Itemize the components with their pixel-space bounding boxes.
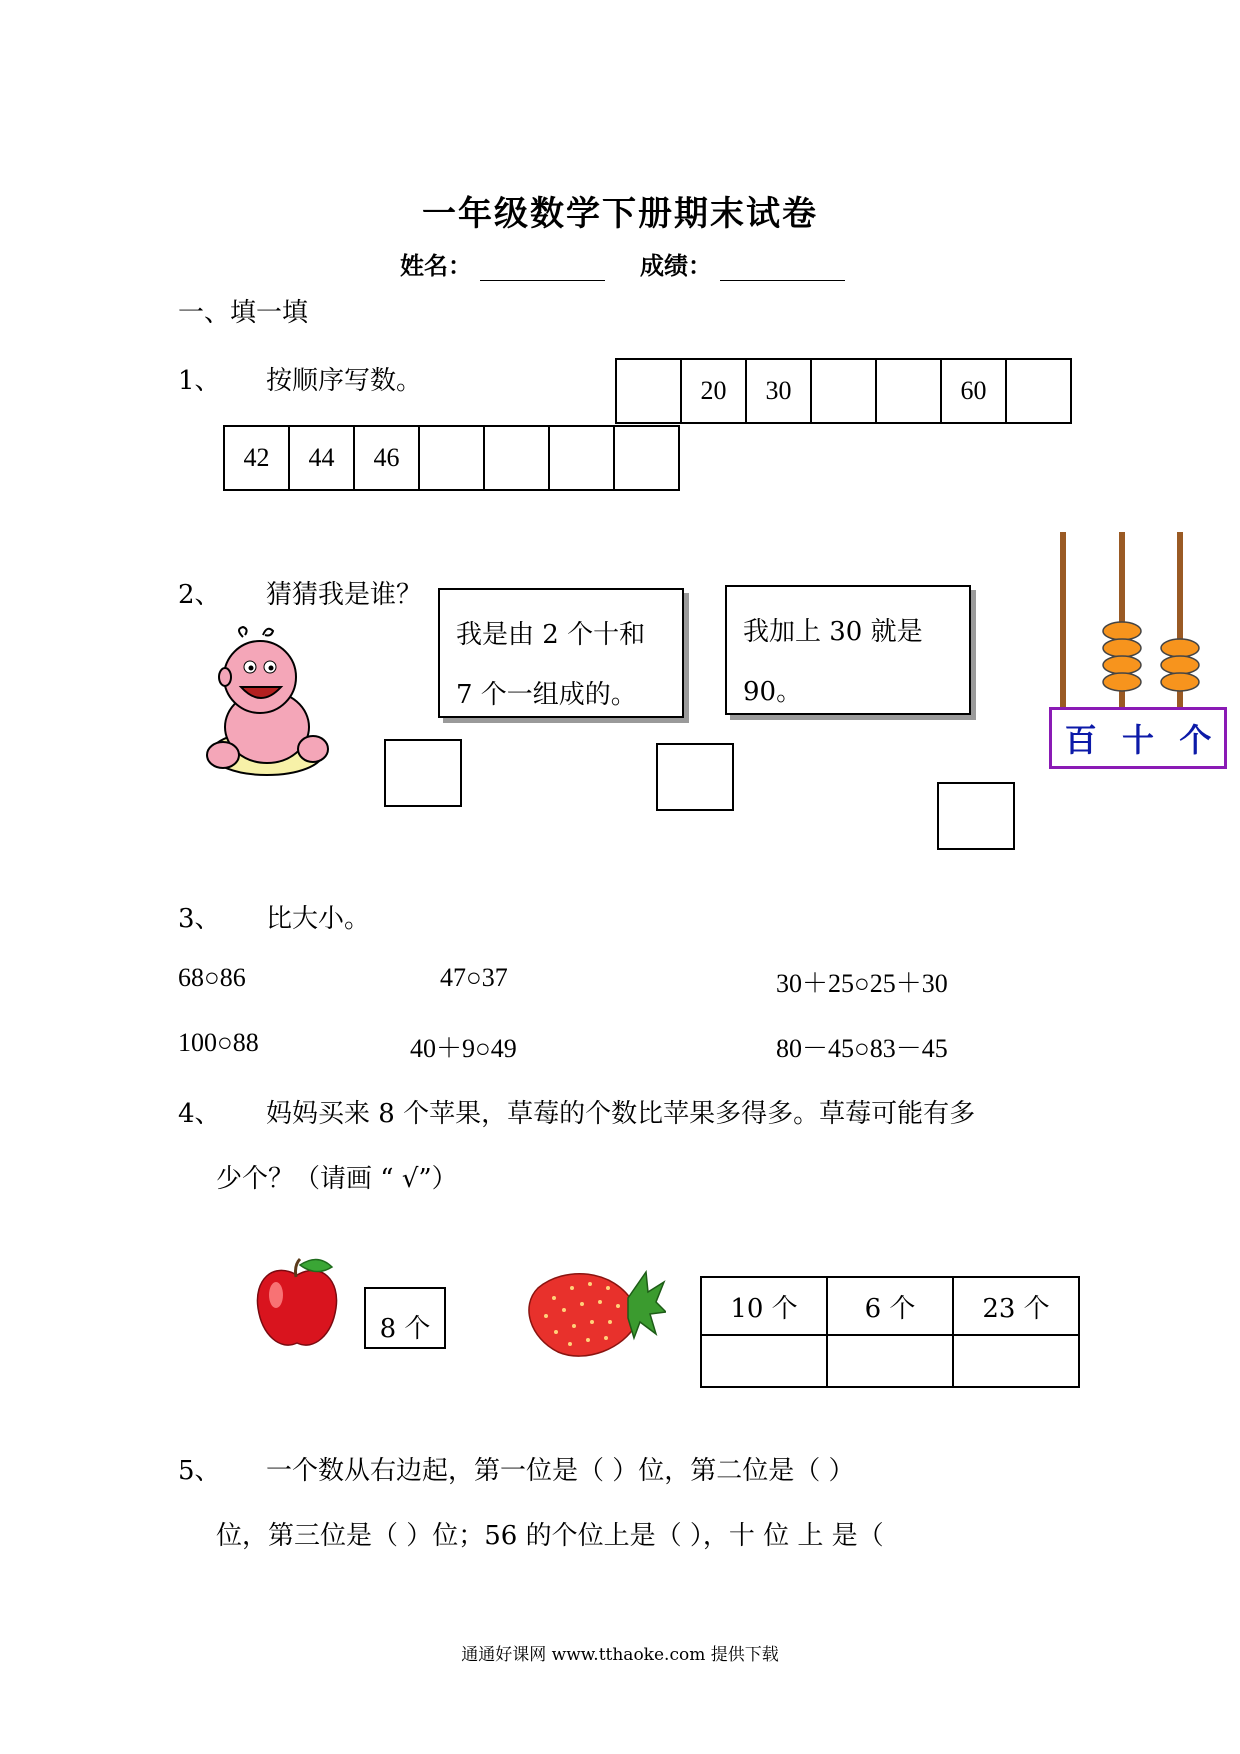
footer-text: 通通好课网 www.tthaoke.com 提供下载: [461, 1645, 779, 1665]
option-label: 10 个: [701, 1277, 827, 1335]
compare-item[interactable]: 40＋9○49: [410, 1034, 517, 1063]
answer-box-2[interactable]: [656, 743, 734, 811]
sequence-grid-2: [223, 425, 680, 491]
checkmark-cell[interactable]: [701, 1335, 827, 1387]
answer-box-1[interactable]: [384, 739, 462, 807]
page-title: 一年级数学下册期末试卷: [422, 194, 818, 234]
option-label: 6 个: [827, 1277, 953, 1335]
name-blank[interactable]: [480, 256, 605, 281]
strawberry-options-table: [700, 1276, 1080, 1388]
apple-count-box: 8 个: [364, 1287, 446, 1349]
compare-item[interactable]: 47○37: [440, 963, 508, 992]
section-heading: 一、填一填: [178, 298, 309, 328]
option-label: 23 个: [953, 1277, 1079, 1335]
q5-number: 5、: [178, 1456, 221, 1486]
riddle-card-1: [438, 588, 684, 718]
q5-line1: 一个数从右边起，第一位是（ ）位，第二位是（ ）: [266, 1456, 855, 1486]
q1-prompt: 按顺序写数。: [266, 366, 423, 396]
baby-cartoon-icon: [205, 625, 330, 780]
seq2-cell[interactable]: [549, 426, 614, 490]
seq1-cell[interactable]: [876, 359, 941, 423]
seq2-cell[interactable]: [419, 426, 484, 490]
q1-number: 1、: [178, 366, 221, 396]
riddle-card-2: [725, 585, 971, 715]
score-field[interactable]: [640, 246, 845, 281]
seq2-cell[interactable]: [614, 426, 679, 490]
seq2-cell: 44: [289, 426, 354, 490]
seq1-cell[interactable]: [616, 359, 681, 423]
q2-number: 2、: [178, 580, 221, 610]
answer-box-3[interactable]: [937, 782, 1015, 850]
q3-number: 3、: [178, 904, 221, 934]
q4-line1: 妈妈买来 8 个苹果，草莓的个数比苹果多得多。草莓可能有多: [266, 1099, 976, 1129]
abacus-icon: [1040, 528, 1230, 710]
q5-line2: 位，第三位是（ ）位；56 的个位上是（ ），十 位 上 是（: [216, 1521, 884, 1551]
tens-label: 十: [1121, 721, 1154, 759]
compare-item[interactable]: 68○86: [178, 963, 246, 992]
name-label: 姓名：: [400, 251, 472, 280]
checkmark-cell[interactable]: [827, 1335, 953, 1387]
abacus-place-labels: [1049, 707, 1227, 769]
seq2-cell: 42: [224, 426, 289, 490]
compare-item[interactable]: 30＋25○25＋30: [776, 969, 948, 998]
strawberry-icon: [524, 1258, 666, 1362]
seq1-cell[interactable]: [811, 359, 876, 423]
q2-prompt: 猜猜我是谁？: [266, 580, 423, 610]
compare-item[interactable]: 100○88: [178, 1028, 259, 1057]
score-blank[interactable]: [720, 256, 845, 281]
seq2-cell: 46: [354, 426, 419, 490]
q4-number: 4、: [178, 1099, 221, 1129]
checkmark-cell[interactable]: [953, 1335, 1079, 1387]
riddle2-line1: 我加上 30 就是: [743, 617, 923, 647]
seq1-cell: 20: [681, 359, 746, 423]
seq1-cell: 60: [941, 359, 1006, 423]
riddle1-line2: 7 个一组成的。: [456, 680, 637, 710]
hundreds-label: 百: [1064, 721, 1097, 759]
seq2-cell[interactable]: [484, 426, 549, 490]
q4-line2: 少个？（请画 “ √”）: [216, 1164, 458, 1194]
apple-icon: [252, 1253, 342, 1353]
sequence-grid-1: [615, 358, 1072, 424]
q3-prompt: 比大小。: [266, 904, 371, 934]
riddle2-line2: 90。: [743, 677, 803, 707]
seq1-cell: 30: [746, 359, 811, 423]
name-field[interactable]: [400, 246, 605, 281]
riddle1-line1: 我是由 2 个十和: [456, 620, 646, 650]
ones-label: 个: [1179, 721, 1212, 759]
seq1-cell[interactable]: [1006, 359, 1071, 423]
compare-item[interactable]: 80－45○83－45: [776, 1034, 948, 1063]
score-label: 成绩：: [640, 251, 712, 280]
